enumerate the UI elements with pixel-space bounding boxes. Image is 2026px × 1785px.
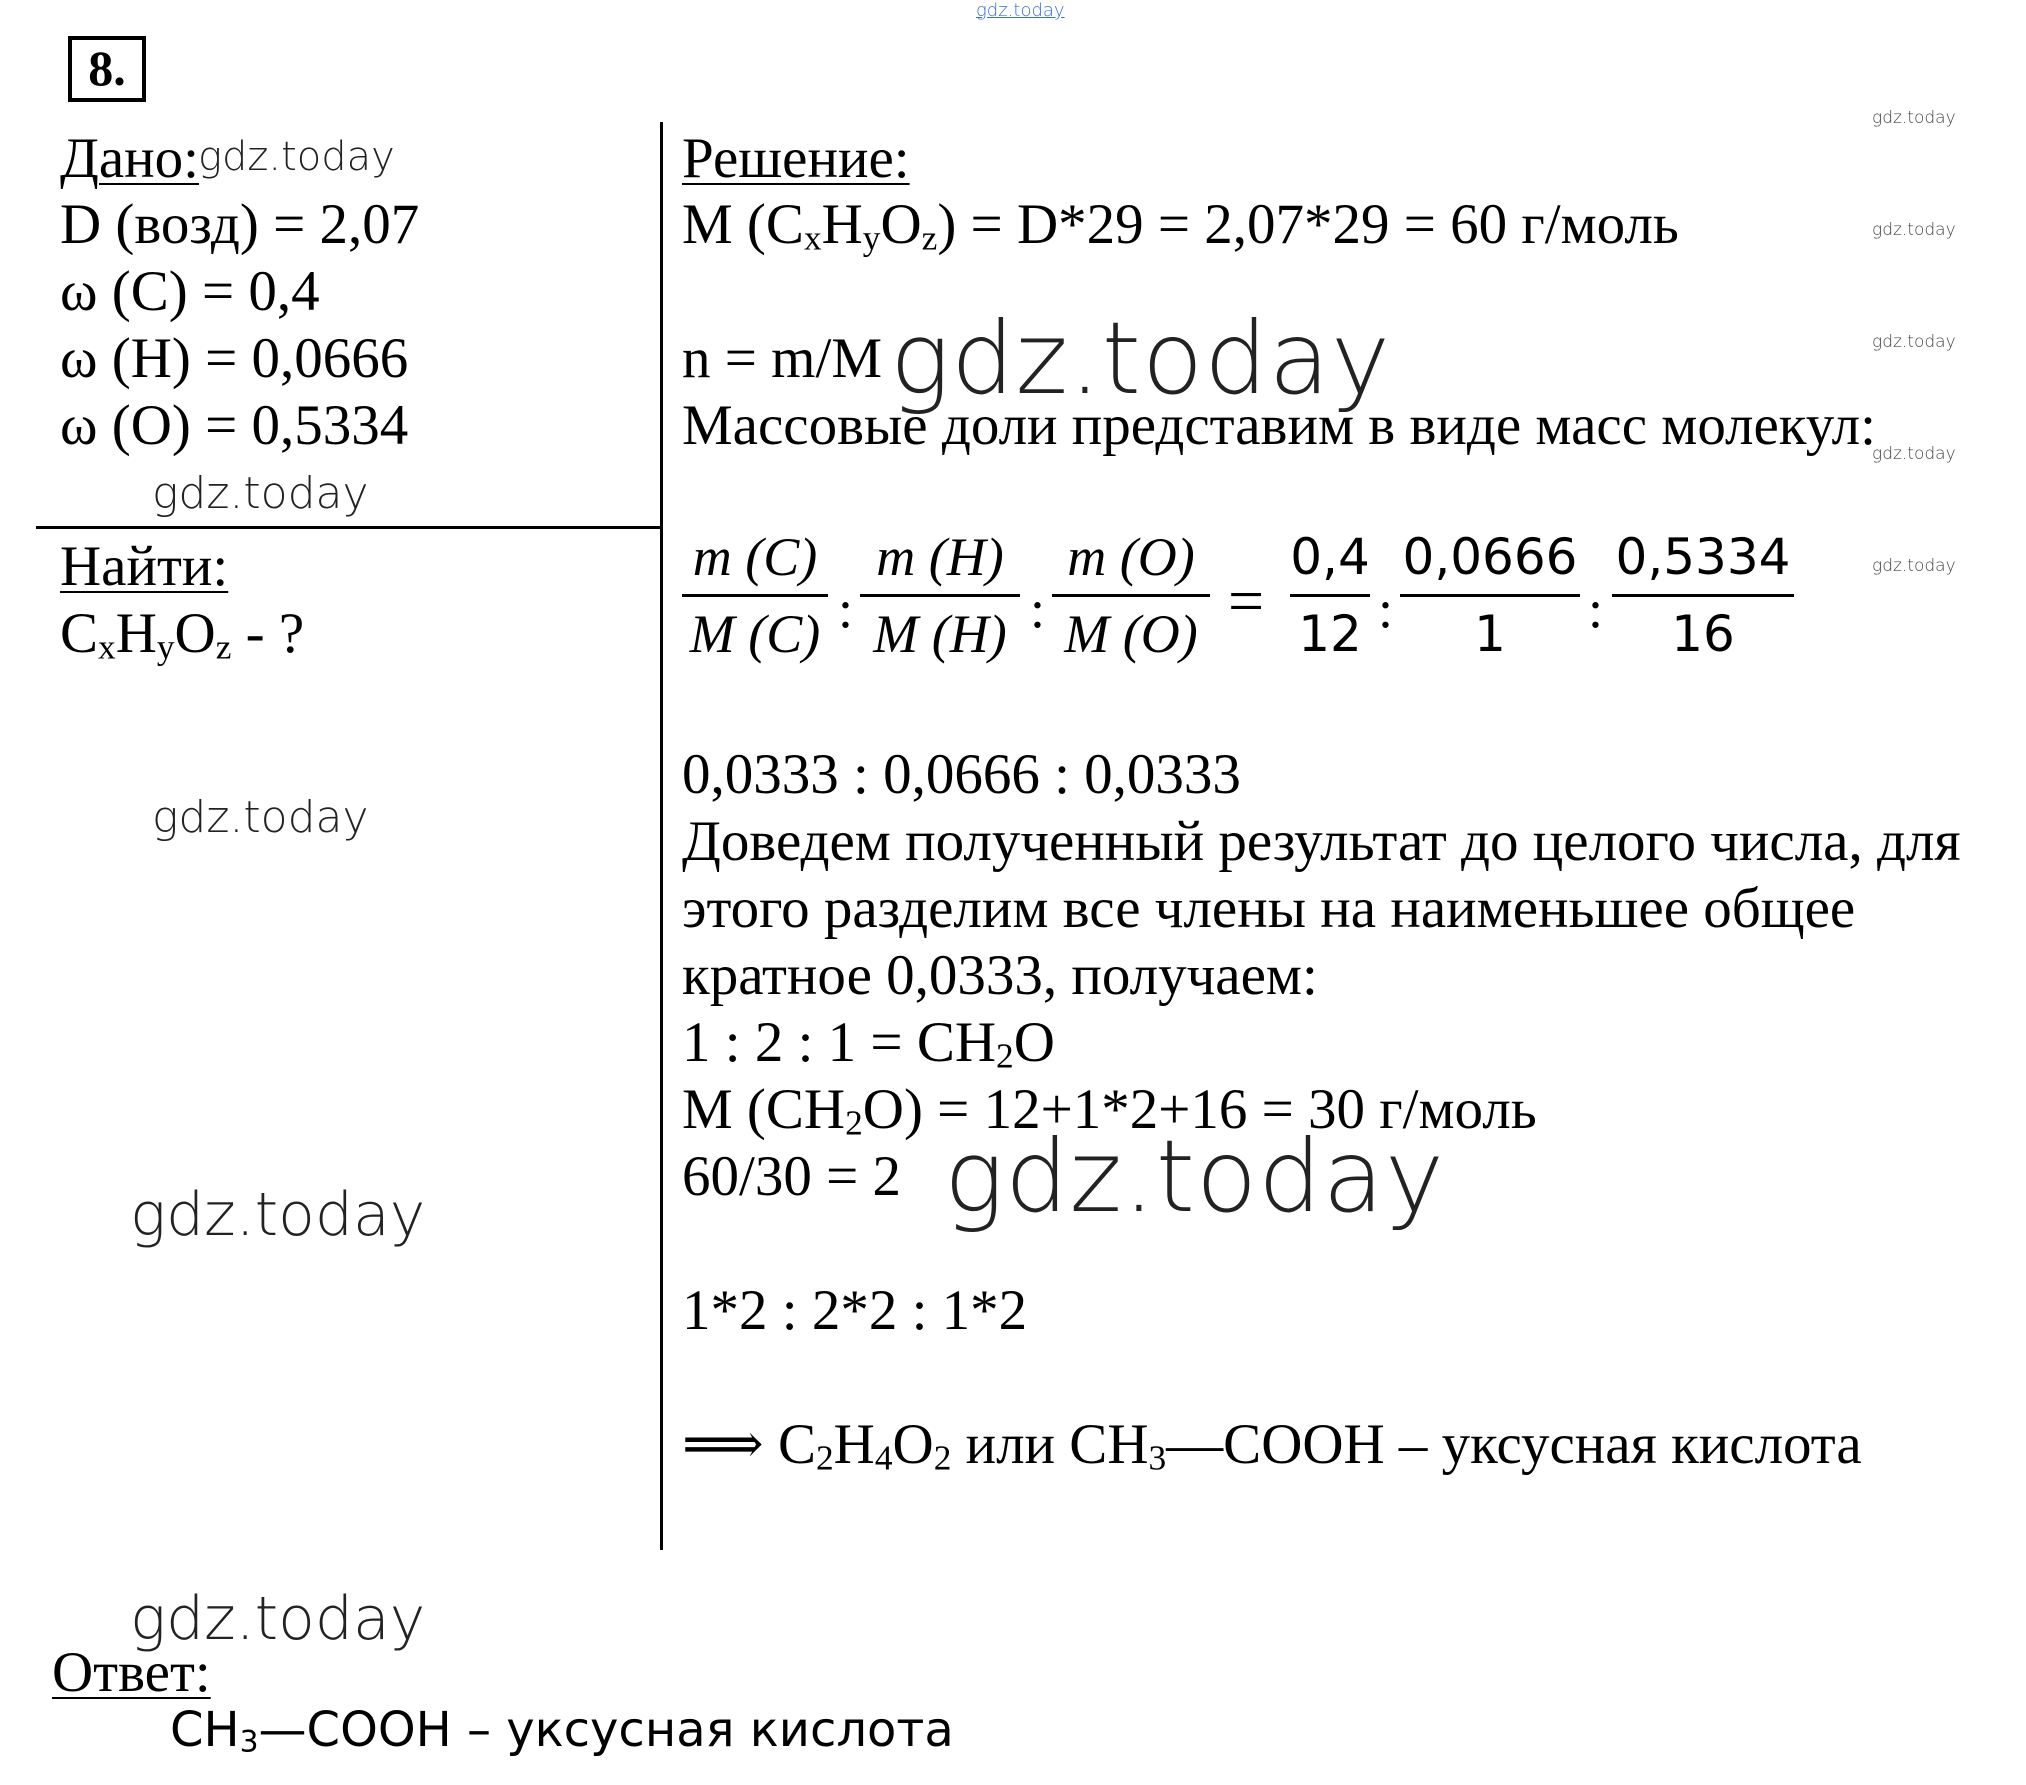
- find-z: z: [215, 627, 232, 667]
- given-line-1: D (возд) = 2,07: [60, 193, 420, 256]
- watermark-center-1: gdz.today: [890, 300, 1392, 417]
- answer-heading: Ответ:: [52, 1641, 211, 1704]
- solution-heading: Решение:: [682, 127, 910, 190]
- fraction-val-h-num: 0,0666: [1402, 528, 1578, 586]
- given-heading: Дано:: [60, 127, 200, 190]
- equals-sign: =: [1228, 565, 1265, 636]
- find-o: O: [174, 602, 216, 665]
- conclusion-o: O: [892, 1413, 934, 1476]
- n-formula: n = m/M: [682, 327, 883, 390]
- given-line-3: ω (H) = 0,0666: [60, 327, 409, 390]
- fraction-m-o-num: m (O): [1067, 527, 1195, 587]
- mass-fraction-text: Массовые доли представим в виде масс молекул:: [682, 394, 1876, 457]
- fraction-val-o: [1612, 526, 1794, 665]
- ratio-sep-2: :: [1030, 579, 1046, 639]
- watermark-center-2: gdz.today: [944, 1118, 1446, 1235]
- conclusion-arrow: ⟹: [682, 1413, 764, 1476]
- find-y: y: [156, 627, 175, 667]
- conclusion-h-sub: 4: [874, 1438, 893, 1478]
- watermark-left-4: gdz.today: [130, 1584, 426, 1654]
- conclusion-c-sub: 2: [816, 1438, 834, 1478]
- watermark-left-3: gdz.today: [130, 1180, 426, 1250]
- multiplied-ratio: 1*2 : 2*2 : 1*2: [682, 1279, 1028, 1342]
- fraction-m-o-bar: [1052, 594, 1210, 597]
- watermark-top[interactable]: gdz.today: [976, 0, 1065, 21]
- fraction-m-o-den: M (O): [1064, 604, 1198, 664]
- watermark-right-3: gdz.today: [1872, 332, 1956, 352]
- paragraph-line-1: Доведем полученный результат до целого числа, для: [682, 810, 1961, 873]
- conclusion-o-sub: 2: [933, 1438, 952, 1478]
- fraction-val-c: [1290, 526, 1370, 665]
- ratio-sep-4: :: [1588, 579, 1604, 639]
- find-h: H: [115, 602, 157, 665]
- molar-mass-h: H: [821, 193, 863, 256]
- molar-mass-z: z: [921, 218, 938, 258]
- horizontal-divider: [36, 526, 662, 529]
- fraction-m-c: [682, 526, 828, 665]
- conclusion-ch-sub: 3: [1148, 1438, 1167, 1478]
- answer-prefix: CH: [170, 1702, 240, 1758]
- fraction-m-c-bar: [682, 594, 828, 597]
- watermark-right-2: gdz.today: [1872, 220, 1956, 240]
- division-line: 60/30 = 2: [682, 1145, 901, 1208]
- find-x: x: [98, 627, 116, 667]
- given-line-2: ω (C) = 0,4: [60, 260, 320, 323]
- fraction-m-h: [860, 526, 1020, 665]
- molar-mass-x: x: [803, 218, 822, 258]
- vertical-divider: [660, 122, 663, 1550]
- ratio-line: 0,0333 : 0,0666 : 0,0333: [682, 743, 1241, 806]
- fraction-m-h-den: M (H): [873, 604, 1007, 664]
- molar-mass-line: [682, 192, 1679, 258]
- find-heading: Найти:: [60, 535, 229, 598]
- conclusion-tail: —COOH – уксусная кислота: [1166, 1413, 1862, 1476]
- check-prefix: M (CH: [682, 1078, 846, 1141]
- check-suffix: O) = 12+1*2+16 = 30 г/моль: [862, 1078, 1537, 1141]
- given-line-4: ω (O) = 0,5334: [60, 394, 409, 457]
- answer-text: [170, 1700, 954, 1760]
- ratio-sep-1: :: [838, 579, 854, 639]
- watermark-right-4: gdz.today: [1872, 444, 1956, 464]
- watermark-left-2: gdz.today: [152, 792, 369, 843]
- fraction-val-c-den: 12: [1298, 605, 1362, 663]
- ratio-sep-3: :: [1378, 579, 1394, 639]
- paragraph-line-3: кратное 0,0333, получаем:: [682, 944, 1318, 1007]
- fraction-m-h-bar: [860, 594, 1020, 597]
- watermark-right-5: gdz.today: [1872, 556, 1956, 576]
- molar-mass-o: O: [880, 193, 922, 256]
- simplest-formula: [682, 1010, 1055, 1076]
- conclusion-c: C: [763, 1413, 816, 1476]
- simplest-sub: 2: [996, 1036, 1014, 1076]
- watermark-right-1: gdz.today: [1872, 108, 1956, 128]
- molar-mass-suffix: ) = D*29 = 2,07*29 = 60 г/моль: [937, 193, 1679, 256]
- fraction-m-c-num: m (C): [692, 527, 818, 587]
- conclusion-line: [682, 1412, 1862, 1478]
- simplest-prefix: 1 : 2 : 1 = CH: [682, 1011, 997, 1074]
- watermark-given: gdz.today: [198, 134, 395, 180]
- conclusion-h: H: [833, 1413, 875, 1476]
- find-target: [60, 601, 304, 667]
- molar-mass-y: y: [862, 218, 881, 258]
- fraction-val-h-den: 1: [1474, 605, 1506, 663]
- answer-sub: 3: [239, 1724, 259, 1760]
- simplest-suffix: O: [1013, 1011, 1055, 1074]
- find-c: C: [60, 602, 99, 665]
- fraction-val-o-den: 16: [1671, 605, 1735, 663]
- fraction-m-h-num: m (H): [876, 527, 1004, 587]
- check-sub: 2: [845, 1103, 863, 1143]
- fraction-val-c-num: 0,4: [1290, 528, 1370, 586]
- fraction-m-c-den: M (C): [689, 604, 821, 664]
- molar-mass-prefix: M (C: [682, 193, 804, 256]
- watermark-left-1: gdz.today: [152, 468, 369, 519]
- fraction-m-o: [1052, 526, 1210, 665]
- answer-suffix: —COOH – уксусная кислота: [258, 1702, 954, 1758]
- problem-number: 8.: [68, 36, 146, 102]
- find-suffix: - ?: [231, 602, 305, 665]
- fraction-val-h: [1400, 526, 1580, 665]
- conclusion-mid: или CH: [951, 1413, 1149, 1476]
- fraction-val-h-bar: [1400, 594, 1580, 597]
- fraction-val-c-bar: [1290, 594, 1370, 597]
- paragraph-line-2: этого разделим все члены на наименьшее общее: [682, 877, 1856, 940]
- fraction-val-o-num: 0,5334: [1615, 528, 1791, 586]
- fraction-val-o-bar: [1612, 594, 1794, 597]
